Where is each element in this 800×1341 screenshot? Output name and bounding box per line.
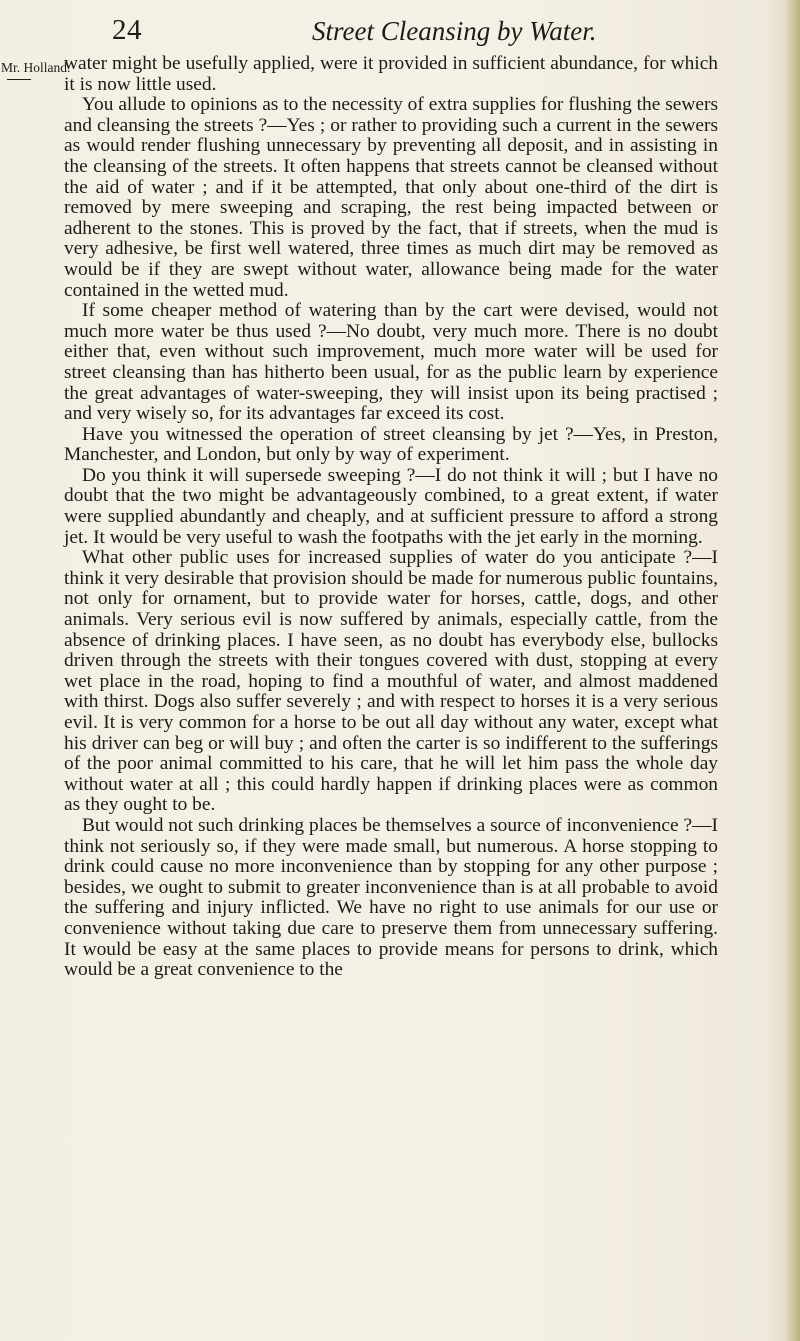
speaker-name: Mr. Holland.	[1, 60, 71, 75]
page-edge-shadow	[786, 0, 800, 1341]
paragraph: If some cheaper method of watering than by the cart were devised, would not much more water be thus used ?—No doubt, very much more. There is no doubt either that, even without such improvement, much more water will be used for street cleansing than has hitherto been usual, for as the public learn by experience the great advantages of water-sweeping, they will insist upon its being practised ; and very wisely so, for its advantages far exceed its cost.	[64, 300, 718, 425]
paragraph: Do you think it will supersede sweeping ?—I do not think it will ; but I have no doubt that the two might be advantageously combined, to a great extent, if water were supplied abundantly and cheaply, and at sufficient pressure to afford a strong jet. It would be very useful to wash the footpaths with the jet early in the morning.	[64, 464, 718, 548]
paragraph: But would not such drinking places be themselves a source of inconvenience ?—I think not seriously so, if they were made small, but numerous. A horse stopping to drink could cause no more inconvenience than by stopping for any other purpose ; besides, we ought to submit to greater inconvenience than is at all probable to avoid the suffering and injury inflicted. We have no right to use animals for our use or convenience without taking due care to preserve them from unnecessary suffering. It would be easy at the same places to provide means for persons to drink, which would be a great convenience to the	[64, 814, 718, 981]
speaker-rule	[7, 79, 31, 80]
running-head: Street Cleansing by Water.	[312, 16, 597, 46]
paragraph: What other public uses for increased supplies of water do you anticipate ?—I think it very desirable that provision should be made for numerous public fountains, not only for ornament, but to provide water for horses, cattle, dogs, and other animals. Very serious evil is now suffered by animals, especially cattle, from the absence of drinking places. I have seen, as no doubt has everybody else, bullocks driven through the streets with their tongues covered with dust, stopping at every wet place in the road, hoping to find a mouthful of water, and almost maddened with thirst. Dogs also suffer severely ; and with respect to horses it is a very serious evil. It is very common for a horse to be out all day without any water, except what his driver can beg or will buy ; and often the carter is so indifferent to the sufferings of the poor animal committed to his care, that he will let him pass the whole day without water at all ; this could hardly happen if drinking places were as common as they ought to be.	[64, 547, 718, 816]
paragraph-continuation: water might be usefully applied, were it provided in sufficient abundance, for which it is now little used.	[64, 53, 718, 95]
margin-speaker-note	[1, 60, 70, 80]
paragraph: Have you witnessed the operation of street cleansing by jet ?—Yes, in Preston, Manchester, and London, but only by way of experiment.	[64, 423, 718, 466]
page-number: 24	[112, 14, 142, 46]
paragraph: You allude to opinions as to the necessity of extra supplies for flushing the sewers and cleansing the streets ?—Yes ; or rather to providing such a current in the sewers as would render flushing unnecessary by preventing all deposit, and in assisting in the cleansing of the streets. It often happens that streets cannot be cleansed without the aid of water ; and if it be attempted, that only about one-third of the dirt is removed by mere sweeping and scraping, the rest being impacted between or adherent to the stones. This is proved by the fact, that if streets, when the mud is very adhesive, be first well watered, three times as much dirt may be removed as would be if they are swept without water, allowance being made for the water contained in the wetted mud.	[64, 94, 718, 301]
body-text	[64, 54, 718, 981]
